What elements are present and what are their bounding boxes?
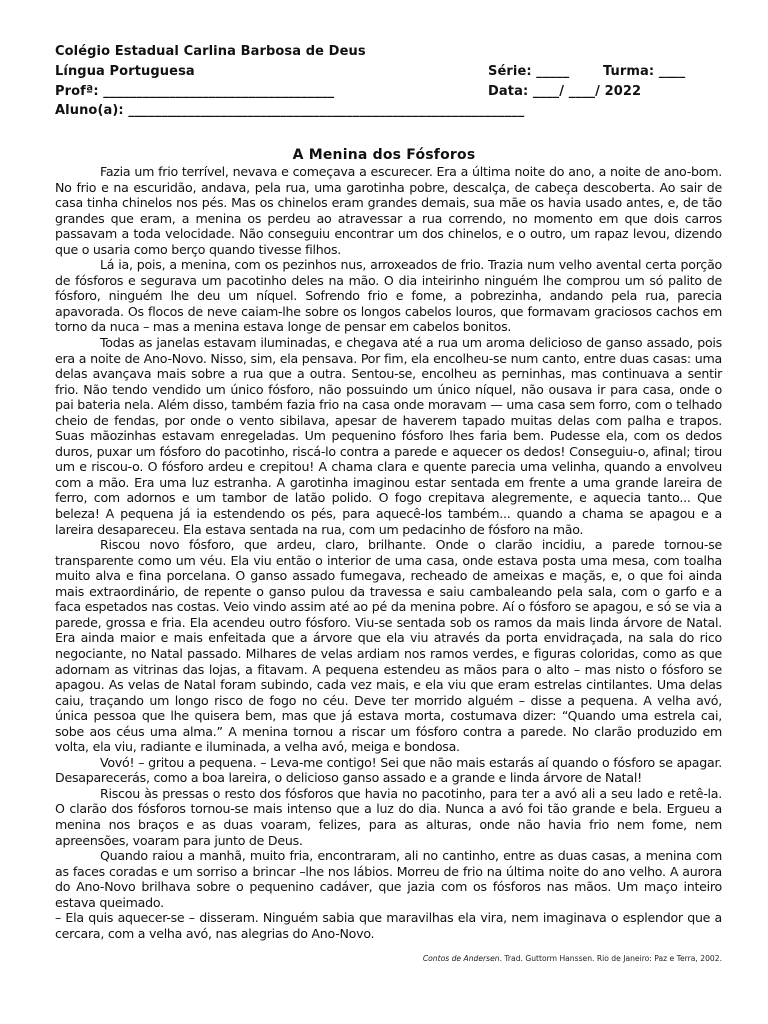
story-title: A Menina dos Fósforos bbox=[292, 147, 476, 163]
header-row-student bbox=[55, 101, 715, 121]
story-paragraph: Fazia um frio terrível, nevava e começava a escurecer. Era a última noite do ano, a noite de ano-bom. No frio e na escuridão, andava, pela rua, uma garotinha pobre, descalça, de cabeça descoberta. Ao sair de casa tinha chinelos nos pés. Mas os chinelos eram grandes demais, sua mãe os havia usado antes, e, de tão grandes que eram, a menina os perdeu ao atravessar a rua correndo, no momento em que dois carros passavam a toda velocidade. Não conseguiu encontrar um dos chinelos, e o outro, um rapaz levou, dizendo que o usaria como berço quando tivesse filhos. bbox=[55, 164, 722, 257]
date-field: Data: ____/ ____/ 2022 bbox=[488, 83, 642, 99]
story-paragraph: Vovó! – gritou a pequena. – Leva-me contigo! Sei que não mais estarás aí quando o fósforo se apagar. Desaparecerás, como a boa lareira, o delicioso ganso assado e a grande e linda árvore de Natal! bbox=[55, 754, 722, 786]
source-details: . Trad. Guttorm Hanssen. Rio de Janeiro: Paz e Terra, 2002. bbox=[499, 954, 722, 963]
serie-field: Série: _____ bbox=[488, 63, 570, 79]
header-row-school bbox=[55, 42, 715, 62]
header-row-teacher bbox=[55, 82, 715, 102]
teacher-field: Profª: ___________________________________ bbox=[55, 83, 335, 99]
story-paragraph: Riscou novo fósforo, que ardeu, claro, brilhante. Onde o clarão incidiu, a parede tornou-se transparente como um véu. Ela viu então o interior de uma casa, onde estava posta uma mesa, com toalha muito alva e fina porcelana. O ganso assado fumegava, recheado de ameixas e maçãs, e, o que foi ainda mais extraordinário, de repente o ganso pulou da travessa e saiu cambaleando pela sala, com o garfo e a faca espetados nas costas. Veio vindo assim até ao pé da menina pobre. Aí o fósforo se apagou, e só se via a parede, grossa e fria. Ela acendeu outro fósforo. Viu-se sentada sob os ramos da mais linda árvore de Natal. Era ainda maior e mais enfeitada que a árvore que ela viu através da porta envidraçada, na sala do rico negociante, no Natal passado. Milhares de velas ardiam nos ramos verdes, e figuras coloridas, como as que adornam as vitrinas das lojas, a fitavam. A pequena estendeu as mãos para o alto – mas nisto o fósforo se apagou. As velas de Natal foram subindo, cada vez mais, e ela viu que eram estrelas cintilantes. Uma delas caiu, traçando um longo risco de fogo no céu. Deve ter morrido alguém – disse a pequena. A velha avó, única pessoa que lhe quisera bem, mas que já estava morta, costumava dizer: “Quando uma estrela cai, sobe aos céus uma alma.” A menina tornou a riscar um fósforo contra a parede. No clarão produzido em volta, ela viu, radiante e iluminada, a velha avó, meiga e bondosa. bbox=[55, 537, 722, 755]
story-paragraph: Todas as janelas estavam iluminadas, e chegava até a rua um aroma delicioso de ganso assado, pois era a noite de Ano-Novo. Nisso, sim, ela pensava. Por fim, ela encolheu-se num canto, entre duas casas: uma delas avançava mais sobre a rua que a outra. Sentou-se, encolheu as perninhas, mas continuava a sentir frio. Não tendo vendido um único fósforo, não possuindo um único níquel, não ousava ir para casa, onde o pai bateria nela. Além disso, também fazia frio na casa onde moravam — uma casa sem forro, com o telhado cheio de fendas, por onde o vento sibilava, apesar de haverem tapado muitas delas com palha e trapos. Suas mãozinhas estavam enregeladas. Um pequenino fósforo lhes faria bem. Pudesse ela, com os dedos duros, puxar um fósforo do pacotinho, riscá-lo contra a parede e aquecer os dedos! Conseguiu-o, afinal; tirou um e riscou-o. O fósforo ardeu e crepitou! A chama clara e quente parecia uma velinha, quando a envolveu com a mão. Era uma luz estranha. A garotinha imaginou estar sentada em frente a uma grande lareira de ferro, com adornos e um tambor de latão polido. O fogo crepitava alegremente, e aquecia tanto... Que beleza! A pequena já ia estendendo os pés, para aquecê-los também... quando a chama se apagou e a lareira desapareceu. Ela estava sentada na rua, com um pedacinho de fósforo na mão. bbox=[55, 335, 722, 537]
story-closing: – Ela quis aquecer-se – disseram. Ninguém sabia que maravilhas ela vira, nem imaginava o esplendor que a cercara, com a velha avó, nas alegrias do Ano-Novo. bbox=[55, 910, 722, 941]
turma-field: Turma: ____ bbox=[603, 63, 686, 79]
story-paragraph: Riscou às pressas o resto dos fósforos que havia no pacotinho, para ter a avó ali a seu lado e retê-la. O clarão dos fósforos tornou-se mais intenso que a luz do dia. Nunca a avó foi tão grande e bela. Ergueu a menina nos braços e as duas voaram, felizes, para as alturas, onde não havia frio nem fome, nem apreensões, voaram para junto de Deus. bbox=[55, 785, 722, 848]
worksheet-header bbox=[55, 42, 715, 121]
subject-name: Língua Portuguesa bbox=[55, 63, 195, 79]
student-field: Aluno(a): ____________________________________________________________ bbox=[55, 103, 525, 119]
source-citation bbox=[423, 954, 722, 963]
source-work: Contos de Andersen bbox=[422, 954, 500, 963]
story-paragraph: Quando raiou a manhã, muito fria, encontraram, ali no cantinho, entre as duas casas, a menina com as faces coradas e um sorriso a brincar –lhe nos lábios. Morreu de frio na última noite do ano velho. A aurora do Ano-Novo brilhava sobre o pequenino cadáver, que jazia com os fósforos nas mãos. Um maço inteiro estava queimado. bbox=[55, 848, 722, 910]
header-row-subject bbox=[55, 62, 715, 82]
story-text bbox=[55, 164, 722, 941]
story-paragraph: Lá ia, pois, a menina, com os pezinhos nus, arroxeados de frio. Trazia num velho avental certa porção de fósforos e segurava um pacotinho deles na mão. O dia inteirinho ninguém lhe comprou um só palito de fósforo, ninguém lhe deu um níquel. Sofrendo frio e fome, a pobrezinha, andando pela rua, parecia apavorada. Os flocos de neve caiam-lhe sobre os longos cabelos louros, que formavam graciosos cachos em torno da nuca – mas a menina estava longe de pensar em cabelos bonitos. bbox=[55, 257, 722, 335]
school-name: Colégio Estadual Carlina Barbosa de Deus bbox=[55, 44, 366, 59]
